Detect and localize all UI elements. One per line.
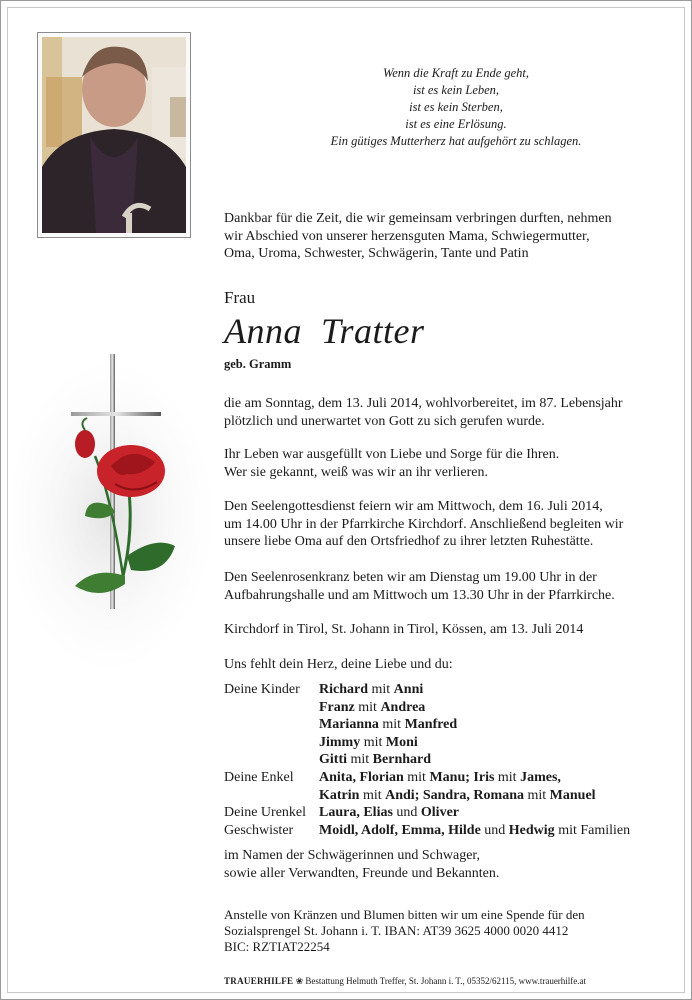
connector-word: mit: [363, 734, 383, 750]
family-row: [224, 787, 630, 805]
text-line: Anstelle von Kränzen und Blumen bitten wir um eine Spende für den: [224, 907, 585, 922]
family-member: Laura, Elias: [319, 805, 393, 821]
family-member: Manuel: [549, 787, 596, 803]
intro-text: [224, 210, 674, 263]
portrait-photo: [42, 37, 186, 233]
family-list: [224, 681, 630, 839]
connector-word: mit Familien: [558, 822, 631, 838]
family-member: Jimmy: [319, 734, 361, 750]
text-line: unsere liebe Oma auf den Ortsfriedhof zu ihrer letzten Ruhestätte.: [224, 534, 594, 549]
family-member: Moni: [385, 734, 418, 750]
family-row: [224, 699, 630, 717]
text-line: Sozialsprengel St. Johann i. T. IBAN: AT39 3625 4000 0020 4412: [224, 923, 569, 938]
family-role-label: Deine Enkel: [224, 769, 294, 785]
deceased-name: Anna Tratter: [224, 311, 425, 351]
text-line: BIC: RZTIAT22254: [224, 939, 330, 954]
portrait-illustration: [42, 37, 186, 233]
intro-line: Oma, Uroma, Schwester, Schwägerin, Tante und Patin: [224, 246, 529, 261]
connector-word: mit: [371, 682, 391, 697]
family-role-label: Geschwister: [224, 822, 294, 838]
family-row-kinder: [224, 681, 630, 699]
funeral-mass-text: [224, 498, 676, 551]
poem-line: ist es kein Leben,: [412, 83, 500, 97]
family-row-enkel: [224, 769, 630, 787]
text-line: Den Seelenrosenkranz beten wir am Dienstag um 19.00 Uhr in der: [224, 570, 597, 585]
poem-line: Wenn die Kraft zu Ende geht,: [382, 66, 530, 80]
family-role-label: Deine Kinder: [224, 682, 300, 697]
poem-line: ist es kein Sterben,: [409, 100, 503, 114]
family-member: Richard: [319, 682, 368, 697]
connector-word: mit: [358, 699, 377, 715]
connector-word: mit: [497, 769, 517, 785]
death-notice-text: [224, 395, 676, 430]
footer-brand: TRAUERHILFE: [224, 976, 294, 986]
salutation: Frau: [224, 288, 256, 307]
poem-line: Ein gütiges Mutterherz hat aufgehört zu schlagen.: [330, 134, 582, 148]
text-line: Ihr Leben war ausgefüllt von Liebe und Sorge für die Ihren.: [224, 447, 560, 462]
text-line: die am Sonntag, dem 13. Juli 2014, wohlvorbereitet, im 87. Lebensjahr: [224, 396, 623, 411]
connector-word: und: [484, 822, 506, 838]
family-member: Franz: [319, 699, 355, 715]
connector-word: mit: [407, 769, 426, 785]
family-row: [224, 734, 630, 752]
text-line: Den Seelengottesdienst feiern wir am Mittwoch, dem 16. Juli 2014,: [224, 499, 603, 514]
family-row-urenkel: [224, 804, 630, 822]
text-line: Aufbahrungshalle und am Mittwoch um 13.30 Uhr in der Pfarrkirche.: [224, 587, 615, 603]
portrait-frame: [37, 32, 191, 238]
cross-rose-icon: [15, 326, 220, 666]
family-member: Hedwig: [508, 822, 555, 838]
text-line: plötzlich und unerwartet von Gott zu sich gerufen wurde.: [224, 413, 545, 429]
connector-word: mit: [527, 787, 547, 803]
family-row: [224, 751, 630, 769]
family-member: Marianna: [319, 717, 379, 733]
family-member: Gitti: [319, 752, 347, 768]
footer-text: Bestattung Helmuth Treffer, St. Johann i. T., 05352/62115, www.trauerhilfe.at: [305, 976, 587, 986]
family-member: Anni: [393, 682, 424, 697]
footer: [224, 976, 586, 987]
text-line: im Namen der Schwägerinnen und Schwager,: [224, 848, 481, 863]
family-member: Manfred: [404, 717, 458, 733]
family-member: Oliver: [420, 805, 460, 821]
family-row: [224, 716, 630, 734]
family-member: Andrea: [380, 699, 426, 715]
family-member: Manu; Iris: [429, 769, 495, 785]
family-intro-text: [224, 656, 676, 674]
text-line: sowie aller Verwandten, Freunde und Bekannten.: [224, 865, 500, 881]
life-text: [224, 446, 676, 481]
family-member: Moidl, Adolf, Emma, Hilde: [319, 822, 481, 838]
family-member: Katrin: [319, 787, 360, 803]
text-line: Wer sie gekannt, weiß was wir an ihr verlieren.: [224, 464, 488, 480]
family-member: Andi; Sandra, Romana: [385, 787, 524, 803]
text-line: Uns fehlt dein Herz, deine Liebe und du:: [224, 657, 453, 672]
flower-icon: ❀: [295, 976, 304, 986]
family-row-geschwister: [224, 822, 630, 840]
connector-word: mit: [362, 787, 382, 803]
donation-text: [224, 907, 676, 955]
poem: [331, 65, 581, 150]
family-member: Anita, Florian: [319, 769, 404, 785]
text-line: um 14.00 Uhr in der Pfarrkirche Kirchdorf. Anschließend begleiten wir: [224, 516, 624, 532]
poem-line: ist es eine Erlösung.: [405, 117, 507, 131]
family-member: Bernhard: [372, 752, 432, 768]
maiden-name: geb. Gramm: [224, 357, 292, 371]
connector-word: mit: [382, 717, 402, 733]
family-member: James,: [520, 769, 561, 785]
intro-line: wir Abschied von unserer herzensguten Mama, Schwiegermutter,: [224, 228, 590, 244]
rosary-text: [224, 569, 676, 604]
connector-word: mit: [350, 752, 370, 768]
closing-text: [224, 847, 676, 882]
intro-line: Dankbar für die Zeit, die wir gemeinsam verbringen durften, nehmen: [224, 211, 612, 226]
place-date-text: [224, 621, 676, 639]
family-role-label: Deine Urenkel: [224, 805, 307, 821]
text-line: Kirchdorf in Tirol, St. Johann in Tirol, Kössen, am 13. Juli 2014: [224, 622, 584, 637]
connector-word: und: [396, 805, 418, 821]
